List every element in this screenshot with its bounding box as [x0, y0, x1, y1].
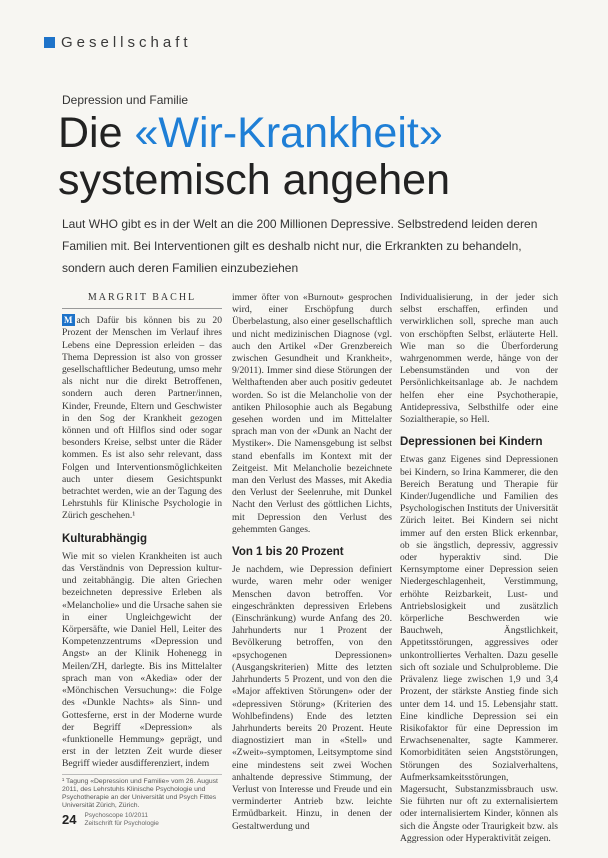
- title-part1: Die: [58, 109, 135, 157]
- section-header: [44, 34, 192, 51]
- intro-text: ach Dafür bis können bis zu 20 Prozent der Menschen im Verlauf ihres Lebens eine Depression erleiden – das Thema Depression ist also von grosser gesellschaftlicher Bedeutung, umso mehr als nicht nur die direkt Betroffenen, sondern auch deren Partner/innen, Kinder, Freunde, Eltern und Geschwister in den Sog der Krankheit gezogen können und oft Hilflos sind oder sogar besonders Kreise, selbst unter die Räder kommen. Es ist also sehr relevant, dass Folgen und Interventionsmöglichkeiten auch unter diesem Gesichtspunkt betrachtet werden, wie an der Tagung des Lehrstuhls für Klinische Psychologie in Zürich geschehen.¹: [62, 315, 222, 522]
- intro-paragraph: [62, 314, 222, 522]
- column-3: [400, 292, 558, 851]
- page-number: 24: [62, 812, 77, 827]
- subhead-kulturabhaengig: Kulturabhängig: [62, 532, 147, 545]
- subhead-prozent: Von 1 bis 20 Prozent: [232, 546, 344, 559]
- page-footer: [62, 812, 159, 827]
- author-byline: MARGRIT BACHL: [62, 292, 222, 309]
- title-part2: systemisch angehen: [58, 156, 450, 204]
- column-2: [232, 292, 392, 839]
- body-paragraph: Individualisierung, in der jeder sich selbst erschaffen, erfinden und verwirklichen soll, spreche man auch von erschöpften Selbst, erläuterte Hell. Wie man so die Überforderung wahrgenommen werde, hänge von der Lebensumständen und von der Persönlichkeitsanlage ab. Je nachdem helfen eher eine Psychotherapie, Antidepressiva, Selbsthilfe oder eine Sozialtherapie, so Hell.: [400, 292, 558, 426]
- footnote: ¹ Tagung «Depression und Familie» vom 26. August 2011, des Lehrstuhls Klinische Psychologie und Psychotherapie an der Universität und Psych Fittes Universität Zürich, Zürich.: [62, 774, 222, 810]
- title-accent: «Wir-Krankheit»: [134, 109, 443, 157]
- body-paragraph: Je nachdem, wie Depression definiert wurde, waren mehr oder weniger Menschen davon betroffen. Vor eingeschränkten depressiven Erlebens (Einschränkung) wurde Anfang des 20. Jahrhunderts nur 1 Prozent der Bevölkerung betroffen, von den «psychogenen Depressionen» (Ausgangskriterien) Mitte des letzten Jahrhunderts 5 Prozent, und von den die «Major affektiven Störungen» oder der «depressiven Störung» (Kriterien des Wohlbefindens) Ende des letzten Jahrhunderts bereits 20 Prozent. Heute diagnostiziert man in «Stell» und «Zweit»-symptomen, Leitsymptome sind eine mindestens seit zwei Wochen anhaltende depressive Stimmung, der Verlust von Interesse und Freude und ein verminderter Antrieb bzw. leichte Ermüdbarkeit. Hinzu, in denen der Gestaltwerdung und: [232, 564, 392, 832]
- column-1: [62, 292, 222, 777]
- section-label: Gesellschaft: [61, 34, 192, 51]
- article-kicker: Depression und Familie: [62, 93, 189, 107]
- body-paragraph: Etwas ganz Eigenes sind Depressionen bei Kindern, so Irina Kammerer, die den Bereich Beratung und Therapie für Kinder/Jugendliche und Familien des Psychologischen Instituts der Universität Zürich leitet. Bei Kindern sei nicht immer auf den ersten Blick erkennbar, ob sie ängstlich, depressiv, aggressiv oder hyperaktiv sind. Die Kernsymptome einer Depression seien Niedergeschlagenheit, Verstimmung, erhöhte Reizbarkeit, Lust- und Antriebslosigkeit und zusätzlich körperliche Beschwerden wie Bauchweh, Ängstlichkeit, Appetitsstörungen, aggressives oder unkontrolliertes Verhalten. Dazu geselle sich oft soziale und Schulprobleme. Die Prävalenz liege zwischen 1,9 und 3,4 Prozent, der stärkste Anstieg finde sich unter dem 14. und 15. Lebensjahr statt. Eine kindliche Depression sei ein Risikofaktor für eine Depression im Erwachsenenalter, sagte Kammerer. Komorbiditäten seien Angststörungen, Störungen des Sozialverhaltens, Aufmerksamkeitsstörungen, Magersucht, Substanzmissbrauch usw. Sie führten nur oft zu externalisiertem oder internalisiertem Kinder, können als sich die Ängste oder Traurigkeit bzw. als Aggression oder Hyperaktivität zeigen.: [400, 454, 558, 844]
- journal-line-1: Psychoscope 10/2011: [84, 812, 148, 819]
- journal-info: [84, 812, 158, 827]
- section-marker: [44, 37, 55, 48]
- article-lede: Laut WHO gibt es in der Welt an die 200 Millionen Depressive. Selbstredend leiden deren Familien mit. Bei Interventionen gilt es deshalb nicht nur, die Erkrankten zu behandeln, sondern auch deren Familien einzubeziehen: [62, 217, 538, 275]
- subhead-kinder: Depressionen bei Kindern: [400, 436, 543, 449]
- article-title: [58, 110, 578, 204]
- body-paragraph: immer öfter von «Burnout» gesprochen wird, einer Erschöpfung durch Überbelastung, also einer gesellschaftlich und nicht medizinischen Diagnose (vgl. auch den Artikel «Der Grenzbereich zwischen Gesundheit und Krankheit», 9/2011). Immer sind diese Störungen der Welthaftenden aber auch positiv gedeutet worden. So ist die Melancholie von der antiken Philosophie auch als Begabung gesehen worden und im Mittelalter sprach man von der «Dunk an Nacht der Mystiker». Die Namensgebung ist selbst stand ebenfalls im Kontext mit der Zeitgeist. Mit Melancholie bezeichnete man den Verlust des Masses, mit Akedia den Verlust der Seelenruhe, mit Dunkel Nacht den Verlust des göttlichen Lichts, mit Depression den Verlust des gehemmten Ganges.: [232, 292, 392, 535]
- drop-cap: M: [64, 315, 73, 326]
- journal-line-2: Zeitschrift für Psychologie: [84, 819, 159, 827]
- body-paragraph: Wie mit so vielen Krankheiten ist auch das Verständnis von Depression kultur- und zeitabhängig. Die alten Griechen bezeichneten depressive Erleben als «Melancholie» und die Ursache sahen sie in einer Ungleichgewicht der Körpersäfte, wie Daniel Hell, Leiter des Kompetenzzentrums «Depression und Angst» an der Klinik Hohenegg in Meilen/ZH, darlegte. Bis ins Mittelalter sprach man von «Akedia» oder der «Mönchischen Versuchung»: die Folge des «Dunkle Nachts» als Sinn- und Gottesferne, erst in der Moderne wurde der Begriff «Depression» als «funktionelle Hemmung» geprägt, und erst in der letzten Zeit wurde dieser Begriff wieder ausdifferenziert, indem: [62, 550, 222, 770]
